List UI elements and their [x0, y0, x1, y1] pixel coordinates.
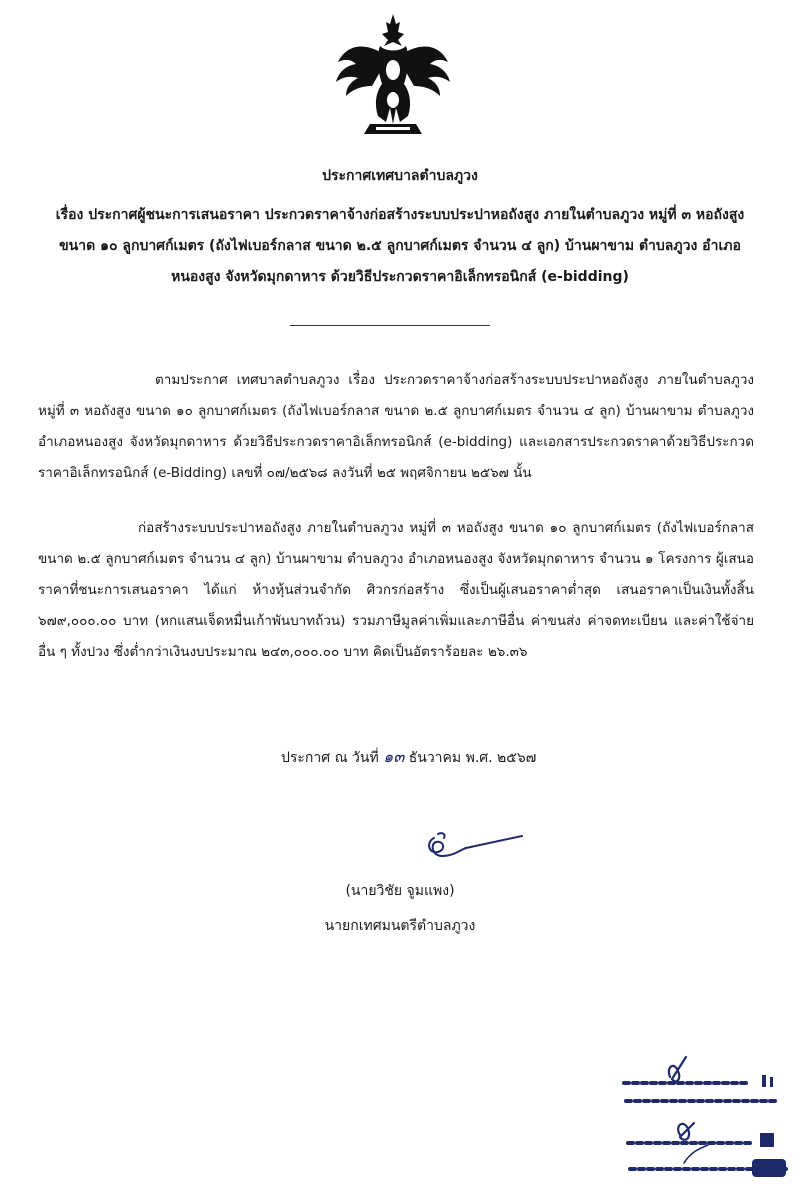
- body-paragraph-1: ตามประกาศ เทศบาลตำบลภูวง เรื่อง ประกวดราคาจ้างก่อสร้างระบบประปาหอถังสูง ภายในตำบลภูวง หมู่ที่ ๓ หอถังสูง ขนาด ๑๐ ลูกบาศก์เมตร (ถังไฟเบอร์กลาส ขนาด ๒.๕ ลูกบาศก์เมตร จำนวน ๔ ลูก) บ้านผาขาม ตำบลภูวง อำเภอหนองสูง จังหวัดมุกดาหาร ด้วยวิธีประกวดราคาอิเล็กทรอนิกส์ (e-bidding) และเอกสารประกวดราคาด้วยวิธีประกวดราคาอิเล็กทรอนิกส์ (e-Bidding) เลขที่ ๐๗/๒๕๖๘ ลงวันที่ ๒๕ พฤศจิกายน ๒๕๖๗ นั้น: [38, 372, 754, 481]
- body-paragraph-2: ก่อสร้างระบบประปาหอถังสูง ภายในตำบลภูวง หมู่ที่ ๓ หอถังสูง ขนาด ๑๐ ลูกบาศก์เมตร (ถังไฟเบอร์กลาส ขนาด ๒.๕ ลูกบาศก์เมตร จำนวน ๔ ลูก) บ้านผาขาม ตำบลภูวง อำเภอหนองสูง จังหวัดมุกดาหาร จำนวน ๑ โครงการ ผู้เสนอราคาที่ชนะการเสนอราคา ได้แก่ ห้างหุ้นส่วนจำกัด ศิวกรก่อสร้าง ซึ่งเป็นผู้เสนอราคาต่ำสุด เสนอราคาเป็นเงินทั้งสิ้น ๖๗๙,๐๐๐.๐๐ บาท (หกแสนเจ็ดหมื่นเก้าพันบาทถ้วน) รวมภาษีมูลค่าเพิ่มและภาษีอื่น ค่าขนส่ง ค่าจดทะเบียน และค่าใช้จ่ายอื่น ๆ ทั้งปวง ซึ่งต่ำกว่าเงินงบประมาณ ๒๔๓,๐๐๐.๐๐ บาท คิดเป็นอัตราร้อยละ ๒๖.๓๖: [38, 520, 754, 660]
- document-subject: เรื่อง ประกาศผู้ชนะการเสนอราคา ประกวดราคาจ้างก่อสร้างระบบประปาหอถังสูง ภายในตำบลภูวง หมู่ที่ ๓ หอถังสูง ขนาด ๑๐ ลูกบาศก์เมตร (ถังไฟเบอร์กลาส ขนาด ๒.๕ ลูกบาศก์เมตร จำนวน ๔ ลูก) บ้านผาขาม ตำบลภูวง อำเภอหนองสูง จังหวัดมุกดาหาร ด้วยวิธีประกวดราคาอิเล็กทรอนิกส์ (e-bidding): [55, 207, 745, 285]
- announcement-month-year: ธันวาคม พ.ศ. ๒๕๖๗: [408, 750, 537, 766]
- agency-title: ประกาศเทศบาลตำบลภูวง: [322, 168, 478, 184]
- approval-initials-icon: [600, 1045, 790, 1185]
- handwritten-day: ๑๓: [383, 747, 405, 766]
- divider-line: [290, 325, 490, 326]
- signer-position: นายกเทศมนตรีตำบลภูวง: [324, 918, 476, 934]
- signer-name: (นายวิชัย จูมแพง): [345, 883, 455, 899]
- announcement-date: [281, 745, 536, 770]
- signature-icon: [420, 828, 525, 868]
- garuda-emblem-icon: [332, 12, 454, 136]
- announcement-prefix: ประกาศ ณ วันที่: [281, 750, 379, 766]
